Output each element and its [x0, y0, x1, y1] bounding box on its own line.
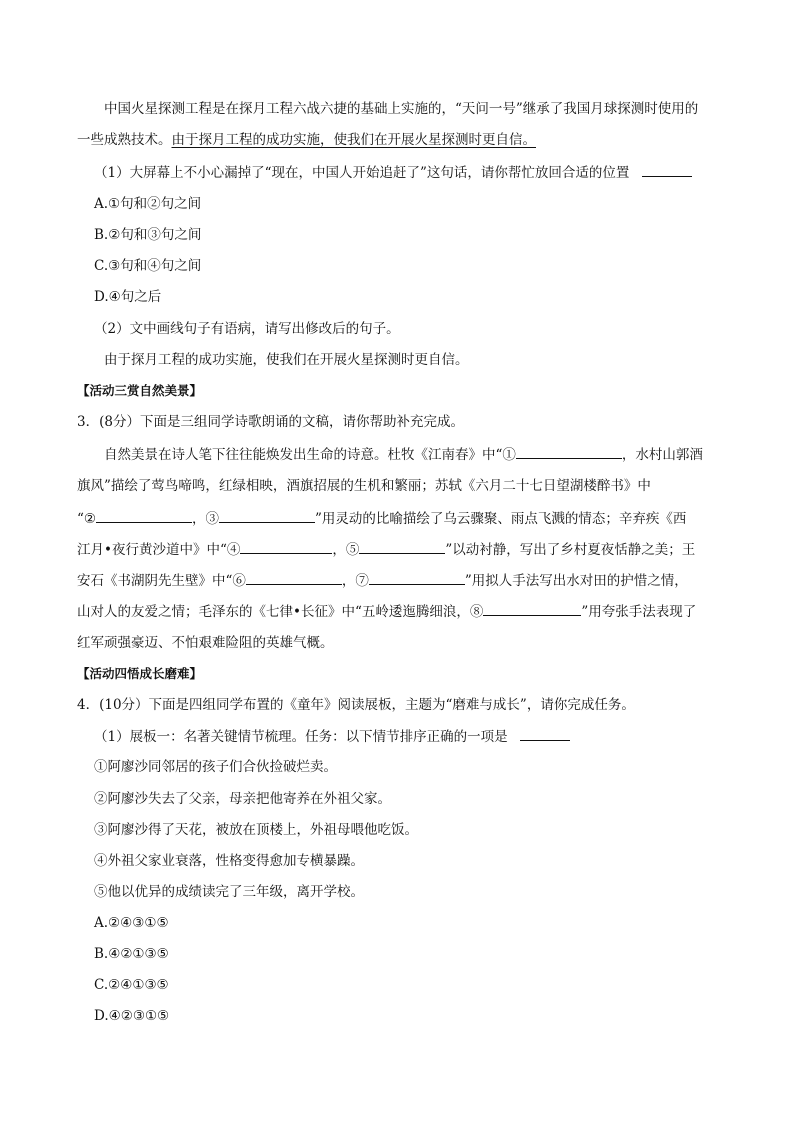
option: B.②句和③句之间 — [94, 227, 202, 243]
text: ，⑦ — [341, 573, 369, 589]
event-item: ④外祖父家业衰落，性格变得愈加专横暴躁。 — [94, 853, 364, 869]
paragraph-line — [104, 444, 703, 465]
paragraph-line: 旗风”描绘了莺鸟啼鸣，红绿相映，酒旗招展的生机和繁丽；苏轼《六月二十七日望湖楼醉书》中 — [77, 478, 651, 494]
blank-7[interactable] — [369, 570, 465, 585]
question-1 — [94, 162, 692, 183]
text: 江月•夜行黄沙道中》中“④ — [77, 542, 241, 558]
paragraph-line: 红军顽强豪迈、不怕艰难险阻的英雄气概。 — [77, 635, 334, 651]
paragraph-line: 中国火星探测工程是在探月工程六战六捷的基础上实施的，“天问一号”继承了我国月球探测时使用的 — [104, 101, 699, 117]
text: 山对人的友爱之情；毛泽东的《七律•长征》中“五岭逶迤腾细浪，⑧ — [77, 604, 484, 620]
blank-5[interactable] — [359, 539, 445, 554]
option: D.④②③①⑤ — [94, 1008, 170, 1024]
underlined-sentence: 由于探月工程的成功实施，使我们在开展火星探测时更自信。 — [171, 132, 536, 148]
question-2: （2）文中画线句子有语病，请写出修改后的句子。 — [94, 321, 400, 337]
text: 安石《书湖阴先生壁》中“⑥ — [77, 573, 246, 589]
option: C.③句和④句之间 — [94, 258, 202, 274]
blank-2[interactable] — [96, 508, 192, 523]
event-item: ①阿廖沙同邻居的孩子们合伙捡破烂卖。 — [94, 759, 337, 775]
text: ”用夸张手法表现了 — [581, 604, 697, 620]
blank-3[interactable] — [219, 508, 315, 523]
blank-6[interactable] — [246, 570, 342, 585]
event-item: ②阿廖沙失去了父亲，母亲把他寄养在外祖父家。 — [94, 791, 391, 807]
question-text: （1）大屏幕上不小心漏掉了“现在，中国人开始追赶了”这句话，请你帮忙放回合适的位置 — [94, 165, 630, 181]
paragraph-line — [77, 539, 695, 560]
question-3: 3．(8分）下面是三组同学诗歌朗诵的文稿，请你帮助补充完成。 — [77, 414, 464, 430]
answer-blank[interactable] — [520, 726, 570, 741]
text: ，⑤ — [332, 542, 360, 558]
text: 自然美景在诗人笔下往往能焕发出生命的诗意。杜牧《江南春》中“① — [104, 447, 516, 463]
section-heading: 【活动三赏自然美景】 — [77, 383, 203, 398]
plain-text: 一些成熟技术。 — [77, 132, 172, 148]
text: ”以动衬静，写出了乡村夏夜恬静之美；王 — [445, 542, 696, 558]
event-item: ⑤他以优异的成绩读完了三年级，离开学校。 — [94, 884, 364, 900]
event-item: ③阿廖沙得了天花，被放在顶楼上，外祖母喂他吃饭。 — [94, 822, 418, 838]
paragraph-line — [77, 130, 536, 150]
option: A.②④③①⑤ — [94, 915, 169, 931]
text: ”用拟人手法写出水对田的护惜之情， — [464, 573, 688, 589]
text: ”用灵动的比喻描绘了乌云骤聚、雨点飞溅的情态；辛弃疾《西 — [315, 511, 687, 527]
option: A.①句和②句之间 — [94, 196, 202, 212]
answer-blank[interactable] — [642, 162, 692, 177]
text: “② — [77, 511, 97, 527]
option: B.④②①③⑤ — [94, 946, 169, 962]
paragraph-line — [77, 508, 686, 529]
blank-8[interactable] — [483, 601, 581, 616]
blank-1[interactable] — [516, 444, 622, 459]
paragraph-line — [77, 570, 688, 591]
section-heading: 【活动四悟成长磨难】 — [77, 666, 203, 681]
blank-4[interactable] — [240, 539, 332, 554]
answer-text: 由于探月工程的成功实施，使我们在开展火星探测时更自信。 — [104, 352, 469, 368]
question-4: 4．(10分）下面是四组同学布置的《童年》阅读展板，主题为“磨难与成长”，请你完成任务。 — [77, 697, 635, 713]
sub-question-1 — [94, 726, 570, 747]
text: ，③ — [192, 511, 220, 527]
option: D.④句之后 — [94, 289, 162, 305]
question-text: （1）展板一：名著关键情节梳理。任务：以下情节排序正确的一项是 — [94, 729, 508, 745]
text: ，水村山郭酒 — [621, 447, 703, 463]
paragraph-line — [77, 601, 696, 622]
option: C.②④①③⑤ — [94, 977, 169, 993]
